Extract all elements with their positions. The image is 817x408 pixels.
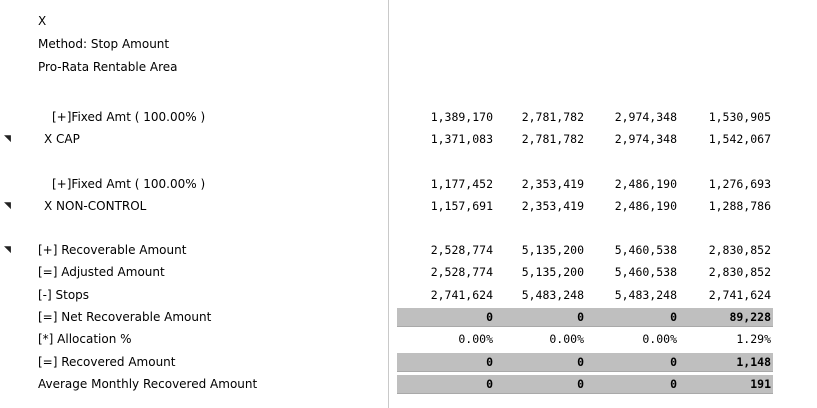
recovered-amount-row — [0, 353, 817, 371]
summary-label: [=] Recovered Amount — [38, 355, 176, 369]
value-cell: 0 — [670, 355, 677, 369]
value-cell: 0 — [486, 310, 493, 324]
summary-values — [397, 330, 773, 348]
value-cell: 0.00% — [458, 332, 493, 346]
value-cell: 2,974,348 — [614, 110, 677, 124]
summary-values — [397, 263, 773, 281]
value-cell: 1,371,083 — [430, 132, 493, 146]
net-recoverable-row — [0, 308, 817, 326]
value-cell: 2,830,852 — [708, 243, 771, 257]
value-cell: 5,460,538 — [614, 265, 677, 279]
value-cell: 89,228 — [729, 310, 771, 324]
summary-label: [=] Adjusted Amount — [38, 265, 165, 279]
prorata-row — [0, 58, 817, 76]
value-cell: 1,542,067 — [708, 132, 771, 146]
summary-label: [=] Net Recoverable Amount — [38, 310, 212, 324]
value-cell: 1.29% — [736, 332, 771, 346]
fixed-amount-values — [397, 108, 773, 126]
value-cell: 1,177,452 — [430, 177, 493, 191]
value-cell: 5,135,200 — [521, 243, 584, 257]
prorata-label: Pro-Rata Rentable Area — [38, 60, 178, 74]
value-cell: 0 — [670, 310, 677, 324]
value-cell: 191 — [750, 377, 771, 391]
page-title: X — [38, 14, 47, 28]
value-cell: 0 — [577, 355, 584, 369]
value-cell: 0.00% — [549, 332, 584, 346]
expand-stops[interactable]: [-] Stops — [38, 288, 90, 302]
summary-values-highlighted — [397, 308, 773, 327]
value-cell: 5,135,200 — [521, 265, 584, 279]
expand-fixed-amount[interactable]: [+]Fixed Amt ( 100.00% ) — [52, 110, 206, 124]
value-cell: 1,288,786 — [708, 199, 771, 213]
row-marker-icon: ◥ — [4, 245, 11, 255]
fixed-amount-values — [397, 175, 773, 193]
method-label: Method: Stop Amount — [38, 37, 170, 51]
value-cell: 1,157,691 — [430, 199, 493, 213]
value-cell: 2,528,774 — [430, 243, 493, 257]
avg-monthly-recovered-row — [0, 375, 817, 393]
row-marker-icon: ◥ — [4, 134, 11, 144]
value-cell: 5,483,248 — [521, 288, 584, 302]
value-cell: 5,460,538 — [614, 243, 677, 257]
category-label: X CAP — [44, 132, 80, 146]
value-cell: 1,148 — [736, 355, 771, 369]
value-cell: 2,528,774 — [430, 265, 493, 279]
summary-label: Average Monthly Recovered Amount — [38, 377, 258, 391]
value-cell: 0.00% — [642, 332, 677, 346]
category-label: X NON-CONTROL — [44, 199, 147, 213]
method-row — [0, 35, 817, 53]
stops-row[interactable] — [0, 286, 817, 304]
summary-values — [397, 241, 773, 259]
summary-label: [*] Allocation % — [38, 332, 132, 346]
value-cell: 2,781,782 — [521, 110, 584, 124]
adjusted-amount-row — [0, 263, 817, 281]
value-cell: 1,530,905 — [708, 110, 771, 124]
value-cell: 0 — [577, 310, 584, 324]
value-cell: 2,781,782 — [521, 132, 584, 146]
value-cell: 2,353,419 — [521, 177, 584, 191]
value-cell: 1,389,170 — [430, 110, 493, 124]
value-cell: 2,741,624 — [430, 288, 493, 302]
expand-recoverable-amount[interactable]: [+] Recoverable Amount — [38, 243, 187, 257]
value-cell: 2,353,419 — [521, 199, 584, 213]
category-values — [397, 130, 773, 148]
category-row-cap[interactable] — [0, 130, 817, 148]
summary-values — [397, 286, 773, 304]
value-cell: 0 — [670, 377, 677, 391]
allocation-row — [0, 330, 817, 348]
category-row-non-control[interactable] — [0, 197, 817, 215]
category-values — [397, 197, 773, 215]
summary-values-highlighted — [397, 353, 773, 372]
value-cell: 1,276,693 — [708, 177, 771, 191]
value-cell: 2,741,624 — [708, 288, 771, 302]
value-cell: 0 — [486, 377, 493, 391]
summary-values-highlighted — [397, 375, 773, 394]
fixed-amount-row[interactable] — [0, 175, 817, 193]
recoverable-amount-row[interactable] — [0, 241, 817, 259]
value-cell: 2,486,190 — [614, 199, 677, 213]
value-cell: 2,486,190 — [614, 177, 677, 191]
value-cell: 5,483,248 — [614, 288, 677, 302]
value-cell: 2,830,852 — [708, 265, 771, 279]
fixed-amount-row[interactable] — [0, 108, 817, 126]
expand-fixed-amount[interactable]: [+]Fixed Amt ( 100.00% ) — [52, 177, 206, 191]
value-cell: 0 — [577, 377, 584, 391]
header-title-row — [0, 12, 817, 30]
row-marker-icon: ◥ — [4, 201, 11, 211]
value-cell: 2,974,348 — [614, 132, 677, 146]
value-cell: 0 — [486, 355, 493, 369]
